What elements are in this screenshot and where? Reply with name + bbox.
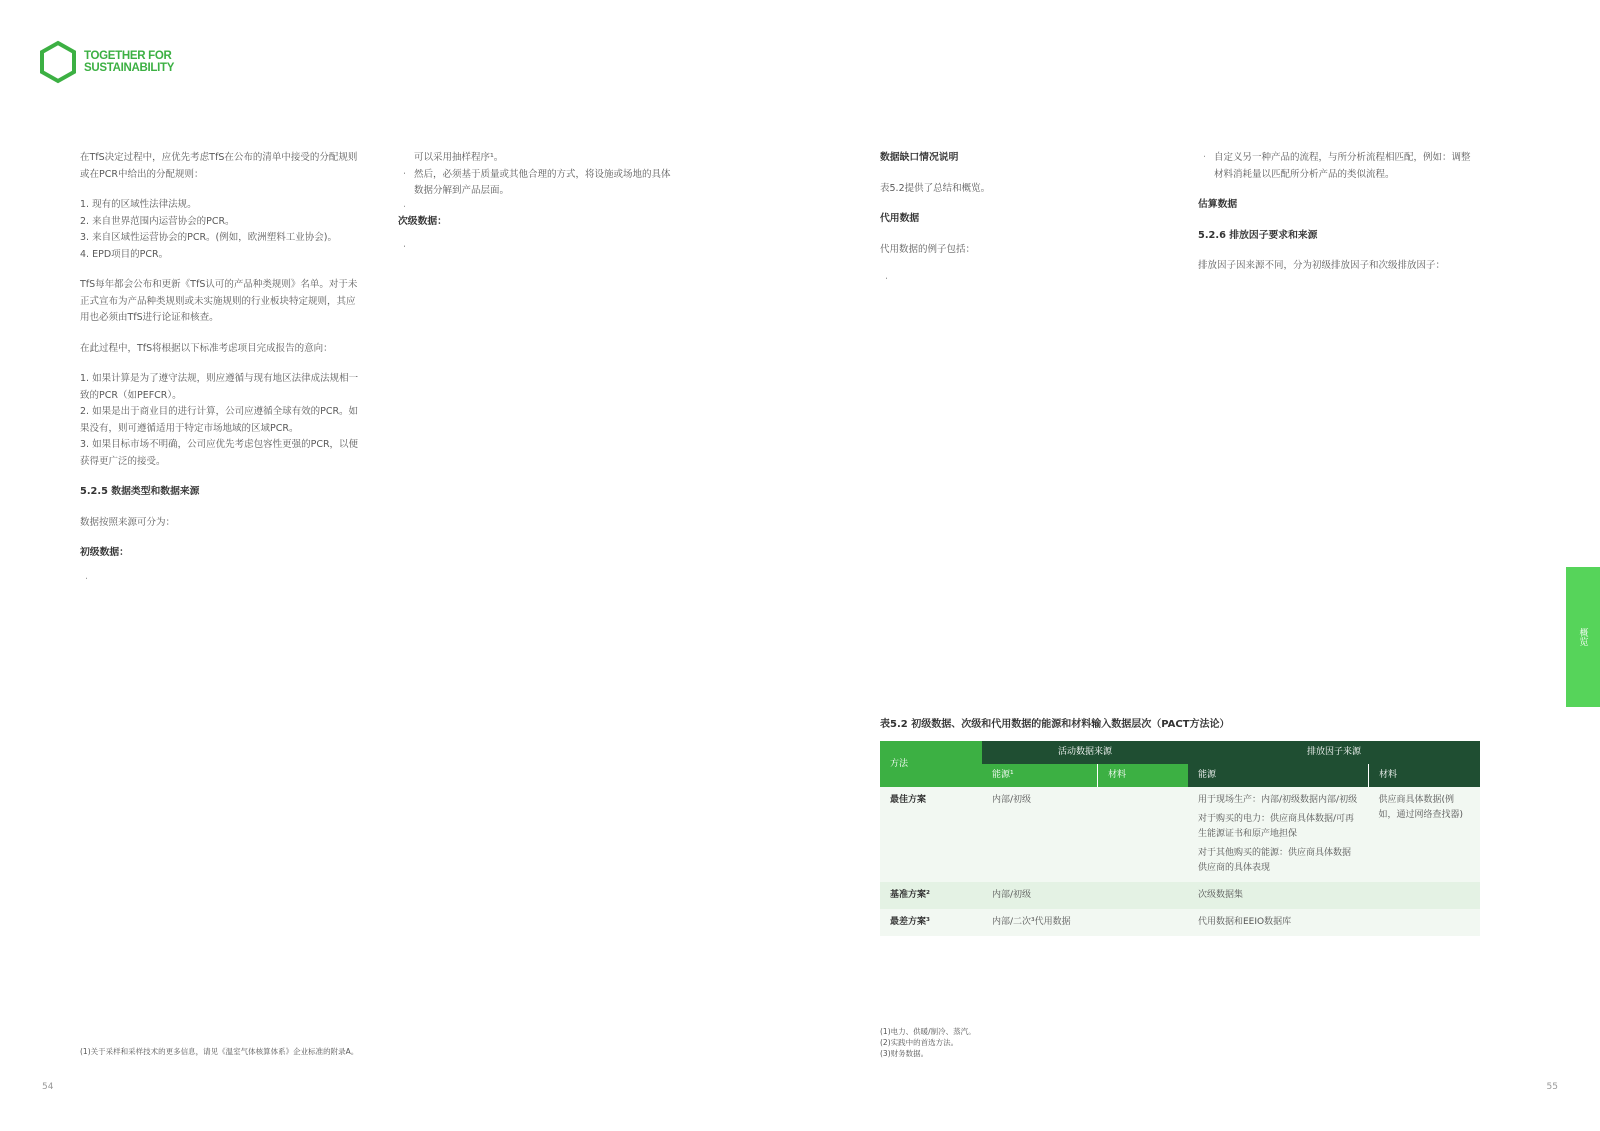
list-item: 4. EPD项目的PCR。 (80, 248, 169, 260)
row-label: 最佳方案 (880, 787, 982, 882)
table-row (880, 882, 1480, 909)
page-number-left: 54 (42, 1082, 54, 1092)
table-cell (1098, 882, 1189, 909)
header-activity: 活动数据来源 (982, 741, 1188, 764)
side-tab-label: 概览 (1577, 628, 1588, 646)
column-3 (880, 150, 1160, 272)
col1-p6: 数据按照来源可分为： (80, 516, 176, 528)
table-cell: 内部/初级 (982, 787, 1098, 882)
list-item: 3. 如果目标市场不明确，公司应优先考虑包容性更强的PCR，以便获得更广泛的接受。 (80, 439, 359, 467)
table-row (880, 909, 1480, 936)
column-4 (1198, 150, 1474, 289)
logo (38, 40, 178, 84)
header-method: 方法 (880, 741, 982, 787)
column-1 (80, 150, 360, 576)
footnote: (3)财务数据。 (880, 1049, 929, 1058)
cell-line: 用于现场生产：内部/初级数据内部/初级 (1198, 795, 1358, 805)
header-ef: 排放因子来源 (1188, 741, 1480, 764)
subheading-secondary-data: 次级数据： (398, 215, 447, 227)
page-number-right: 55 (1546, 1082, 1558, 1092)
column-2 (398, 150, 674, 244)
hexagon-logo-icon (38, 40, 78, 84)
footnote: (1)电力、供暖/制冷、蒸汽。 (880, 1027, 976, 1036)
col1-list2 (80, 371, 360, 470)
row-label: 基准方案² (880, 882, 982, 909)
header-ef-material: 材料 (1369, 764, 1481, 787)
table-cell (1369, 882, 1481, 909)
cell-line: 对于其他购买的能源：供应商具体数据供应商的具体表现 (1198, 848, 1352, 873)
col1-list1 (80, 197, 360, 263)
list-item: 1. 现有的区域性法律法规。 (80, 199, 197, 210)
list-item: 2. 如果是出于商业目的进行计算，公司应遵循全球有效的PCR。如果没有，则可遵循适用于特定市场地域的区域PCR。 (80, 406, 359, 434)
table-row (880, 787, 1480, 882)
subheading-data-gaps: 数据缺口情况说明 (880, 152, 959, 163)
table-cell (1369, 909, 1481, 936)
col3-p4: 代用数据的例子包括： (880, 243, 976, 255)
table-cell (1188, 787, 1369, 882)
logo-line2: SUSTAINABILITY (84, 62, 175, 74)
list-item: 1. 如果计算是为了遵守法规，则应遵循与现有地区法律成法规相一致的PCR（如PEFCR）。 (80, 373, 359, 401)
section-heading-5-2-5: 5.2.5 数据类型和数据来源 (80, 486, 200, 497)
col3-p2: 表5.2提供了总结和概览。 (880, 182, 991, 194)
subheading-estimated-data: 估算数据 (1198, 199, 1238, 210)
col2-p1: 可以采用抽样程序¹。 (414, 152, 504, 163)
logo-text (84, 50, 174, 74)
data-hierarchy-table (880, 741, 1480, 936)
table-cell (1098, 787, 1189, 882)
row-label: 最差方案³ (880, 909, 982, 936)
logo-line1: TOGETHER FOR (84, 50, 172, 62)
table-title: 表5.2 初级数据、次级和代用数据的能源和材料输入数据层次（PACT方法论） (880, 719, 1230, 730)
table-cell: 内部/二次³代用数据 (982, 909, 1098, 936)
side-navigation-tab[interactable] (1566, 567, 1600, 707)
table-cell: 供应商具体数据(例如，通过网络查找器) (1369, 787, 1481, 882)
table-cell: 代用数据和EEIO数据库 (1188, 909, 1369, 936)
header-energy: 能源¹ (982, 764, 1098, 787)
cell-line: 对于购买的电力：供应商具体数据/可再生能源证书和原产地担保 (1198, 814, 1355, 839)
col1-p2: TfS每年都会公布和更新《TfS认可的产品种类规则》名单。对于未正式宣布为产品种类规则或未实施规则的行业板块特定规则，其应用也必须由TfS进行论证和核查。 (80, 279, 358, 323)
list-item: · 自定义另一种产品的流程，与所分析流程相匹配，例如：调整材料消耗量以匹配所分析产品的类似流程。 (1214, 150, 1474, 183)
col4-p3: 排放因子因来源不同，分为初级排放因子和次级排放因子： (1198, 260, 1446, 271)
col4-bullets (1198, 150, 1474, 183)
list-item: 2. 来自世界范围内运营协会的PCR。 (80, 215, 235, 227)
list-item: 3. 来自区域性运营协会的PCR。(例如，欧洲塑料工业协会)。 (80, 232, 337, 243)
col1-intro: 在TfS决定过程中，应优先考虑TfS在公布的清单中接受的分配规则或在PCR中给出的分配规则： (80, 152, 358, 180)
section-heading-5-2-6: 5.2.6 排放因子要求和来源 (1198, 229, 1318, 241)
col1-p3: 在此过程中，TfS将根据以下标准考虑项目完成报告的意向： (80, 342, 333, 354)
subheading-primary-data: 初级数据： (80, 547, 129, 558)
header-material: 材料 (1098, 764, 1189, 787)
list-item: · 然后，必须基于质量或其他合理的方式，将设施或场地的具体数据分解到产品层面。 (414, 167, 674, 200)
table-cell (1098, 909, 1189, 936)
footnote: (2)实践中的首选方法。 (880, 1038, 959, 1047)
table-cell: 次级数据集 (1188, 882, 1369, 909)
subheading-proxy-data: 代用数据 (880, 213, 920, 224)
table-footnotes (880, 1026, 976, 1059)
header-ef-energy: 能源 (1188, 764, 1369, 787)
table-cell: 内部/初级 (982, 882, 1098, 909)
footnote-left: (1)关于采样和采样技术的更多信息，请见《温室气体核算体系》企业标准的附录A。 (80, 1047, 359, 1056)
col2-bullets1 (398, 167, 674, 200)
